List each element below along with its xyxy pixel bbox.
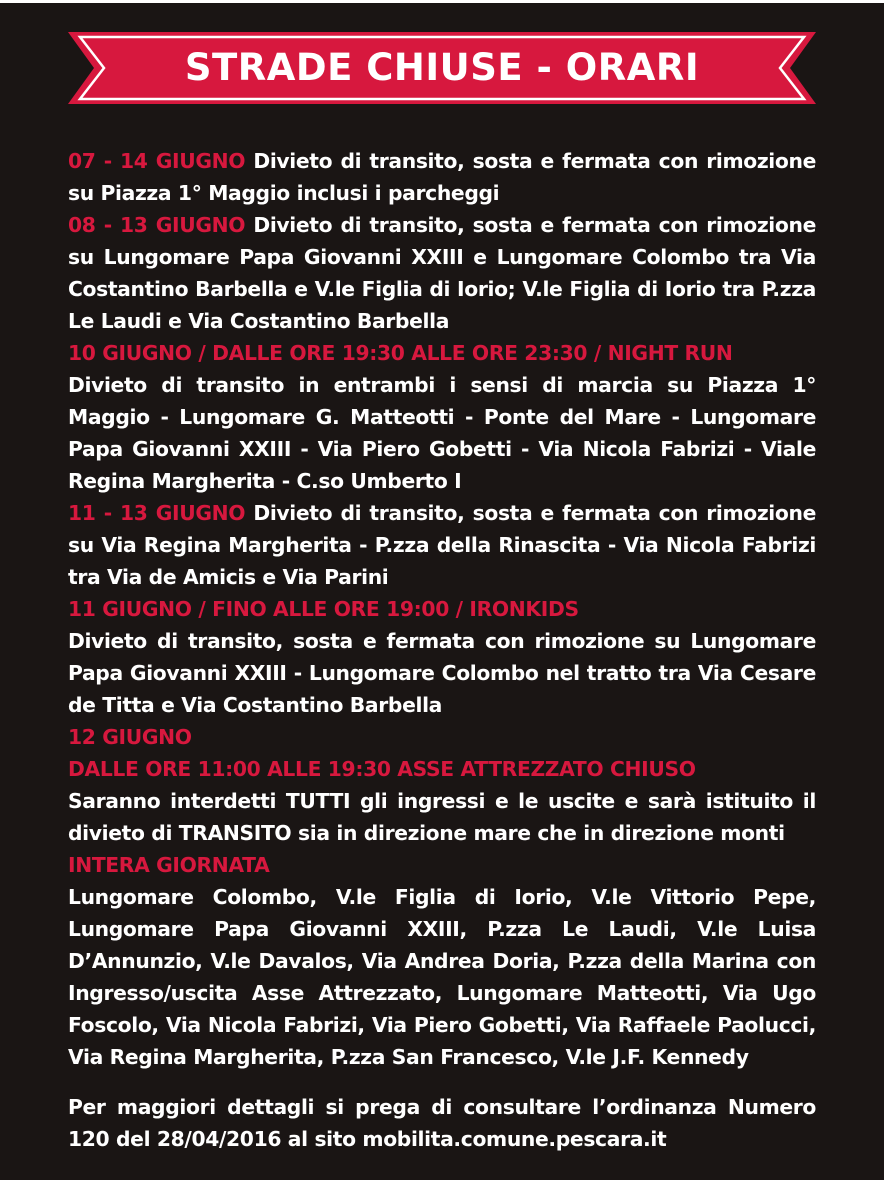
title-banner (68, 32, 816, 104)
closure-date: 08 - 13 GIUGNO (68, 213, 246, 237)
closure-text: Lungomare Colombo, V.le Figlia di Iorio, V.le Vittorio Pepe, Lungomare Papa Giovanni XXIII, P.zza Le Laudi, V.le Luisa D’Annunzio, V.le Davalos, Via Andrea Doria, P.zza della Marina con Ingresso/uscita Asse Attrezzato, Lungomare Matteotti, Via Ugo Foscolo, Via Nicola Fabrizi, Via Piero Gobetti, Via Raffaele Paolucci, Via Regina Margherita, P.zza San Francesco, V.le J.F. Kennedy (68, 885, 816, 1069)
closure-heading: INTERA GIORNATA (68, 853, 270, 877)
closure-entry (68, 497, 816, 593)
closure-entry (68, 209, 816, 337)
closure-date: 11 - 13 GIUGNO (68, 501, 246, 525)
closure-text: Divieto di transito, sosta e fermata con rimozione su Piazza 1° Maggio inclusi i parcheggi (68, 149, 816, 205)
closure-text: Saranno interdetti TUTTI gli ingressi e le uscite e sarà istituito il divieto di TRANSITO sia in direzione mare che in direzione monti (68, 789, 816, 845)
closure-heading: 11 GIUGNO / FINO ALLE ORE 19:00 / IRONKIDS (68, 597, 579, 621)
closure-text: Divieto di transito, sosta e fermata con rimozione su Via Regina Margherita - P.zza della Rinascita - Via Nicola Fabrizi tra Via de Amicis e Via Parini (68, 501, 816, 589)
closure-date: 07 - 14 GIUGNO (68, 149, 246, 173)
page-title: STRADE CHIUSE - ORARI (184, 46, 700, 89)
closure-subheading: DALLE ORE 11:00 ALLE 19:30 ASSE ATTREZZATO CHIUSO (68, 757, 696, 781)
closure-heading: 10 GIUGNO / DALLE ORE 19:30 ALLE ORE 23:30 / NIGHT RUN (68, 341, 733, 365)
closure-entry (68, 145, 816, 209)
closures-list (68, 145, 816, 1155)
closure-text: Divieto di transito, sosta e fermata con rimozione su Lungomare Papa Giovanni XXIII - Lungomare Colombo nel tratto tra Via Cesare de Titta e Via Costantino Barbella (68, 629, 816, 717)
closure-text: Divieto di transito in entrambi i sensi di marcia su Piazza 1° Maggio - Lungomare G. Matteotti - Ponte del Mare - Lungomare Papa Giovanni XXIII - Via Piero Gobetti - Via Nicola Fabrizi - Viale Regina Margherita - C.so Umberto I (68, 373, 816, 493)
footer-note: Per maggiori dettagli si prega di consultare l’ordinanza Numero 120 del 28/04/2016 al sito mobilita.comune.pescara.it (68, 1095, 816, 1151)
notice-panel (0, 3, 884, 1180)
closure-text: Divieto di transito, sosta e fermata con rimozione su Lungomare Papa Giovanni XXIII e Lungomare Colombo tra Via Costantino Barbella e V.le Figlia di Iorio; V.le Figlia di Iorio tra P.zza Le Laudi e Via Costantino Barbella (68, 213, 816, 333)
closure-heading: 12 GIUGNO (68, 725, 192, 749)
